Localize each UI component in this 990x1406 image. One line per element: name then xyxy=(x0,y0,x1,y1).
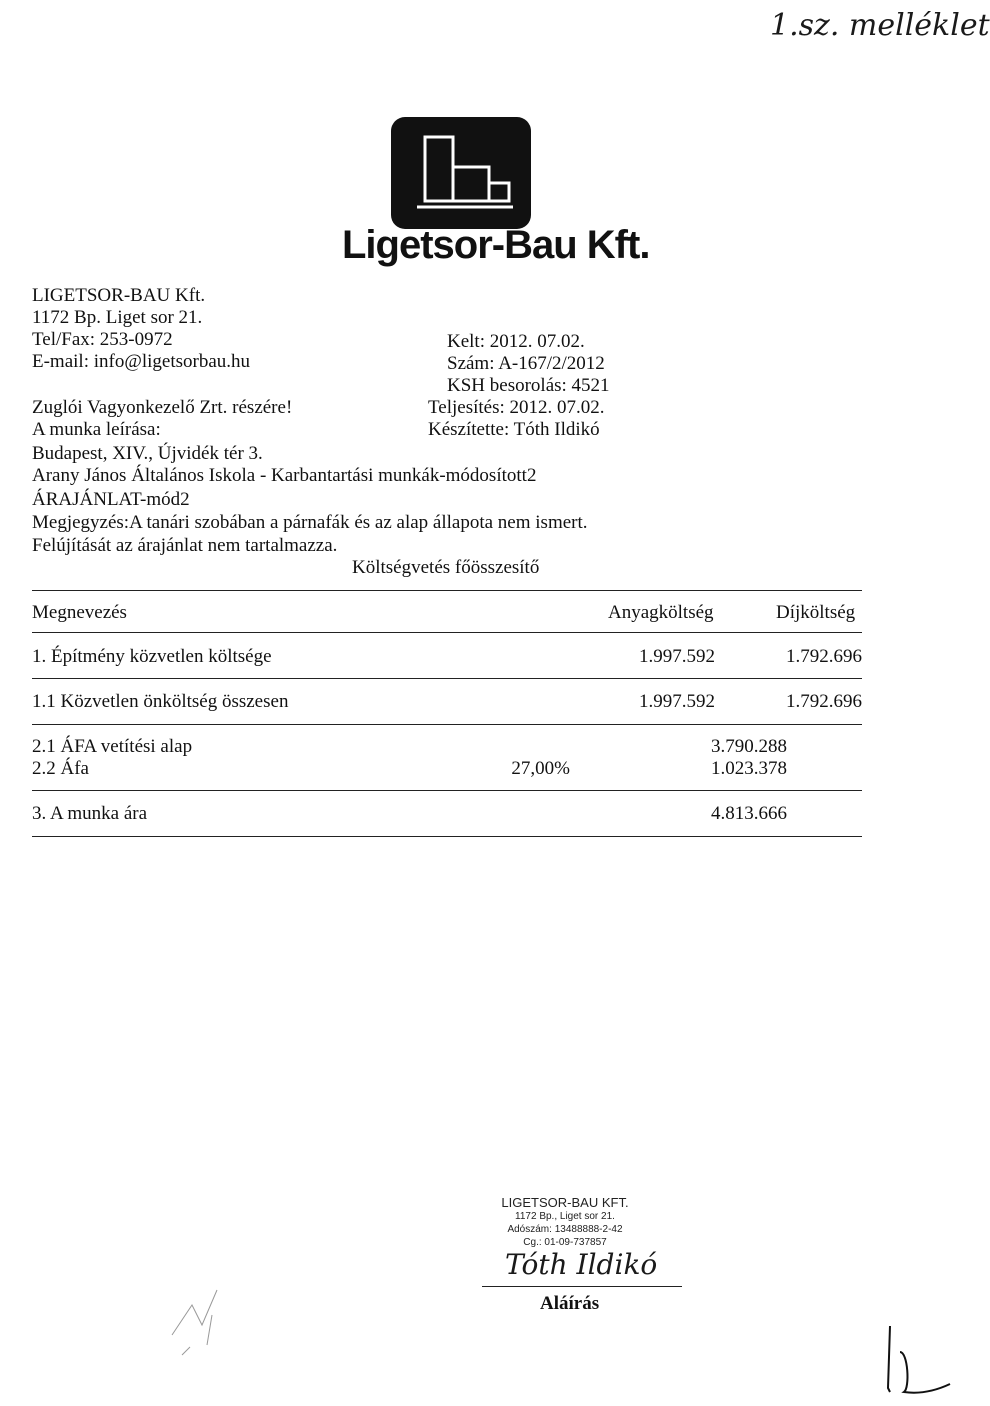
row-rule xyxy=(32,678,862,679)
company-email: E-mail: info@ligetsorbau.hu xyxy=(32,351,251,372)
total-value: 4.813.666 xyxy=(711,803,787,824)
faint-scribble-icon xyxy=(162,1275,252,1365)
vat-value: 1.023.378 xyxy=(711,758,787,779)
corner-annotation: 1.sz. melléklet xyxy=(770,8,990,43)
logo-blocks-icon xyxy=(391,117,531,229)
header-name: Megnevezés xyxy=(32,602,127,623)
signature-label: Aláírás xyxy=(540,1293,600,1314)
work-description-label: A munka leírása: xyxy=(32,419,161,440)
completion-date: Teljesítés: 2012. 07.02. xyxy=(428,397,605,418)
offer-title: ÁRAJÁNLAT-mód2 xyxy=(32,489,190,510)
logo-wordmark: Ligetsor-Bau Kft. xyxy=(342,223,650,267)
vat-rate: 27,00% xyxy=(511,758,570,779)
row-name: 1. Építmény közvetlen költsége xyxy=(32,646,272,667)
work-location: Budapest, XIV., Újvidék tér 3. xyxy=(32,443,263,464)
row-fee: 1.792.696 xyxy=(786,691,862,712)
ksh-classification: KSH besorolás: 4521 xyxy=(447,375,610,396)
stamp-line-4: Cg.: 01-09-737857 xyxy=(523,1237,607,1248)
project-title: Arany János Általános Iskola - Karbantartási munkák-módosított2 xyxy=(32,465,537,486)
row-material: 1.997.592 xyxy=(639,646,715,667)
company-stamp xyxy=(470,1195,660,1249)
header-rule xyxy=(32,632,862,633)
stamp-line-2: 1172 Bp., Liget sor 21. xyxy=(515,1211,615,1222)
vat-name: 2.2 Áfa xyxy=(32,758,89,779)
note-line-1: Megjegyzés:A tanári szobában a párnafák és az alap állapota nem ismert. xyxy=(32,512,588,533)
table-top-rule xyxy=(32,590,862,591)
client-name: Zuglói Vagyonkezelő Zrt. részére! xyxy=(32,397,293,418)
table-bottom-rule xyxy=(32,836,862,837)
initials-mark-icon xyxy=(878,1322,958,1402)
total-name: 3. A munka ára xyxy=(32,803,148,824)
row-name: 1.1 Közvetlen önköltség összesen xyxy=(32,691,289,712)
row-material: 1.997.592 xyxy=(639,691,715,712)
company-telfax: Tel/Fax: 253-0972 xyxy=(32,329,173,350)
issue-date: Kelt: 2012. 07.02. xyxy=(447,331,585,352)
vat-base-value: 3.790.288 xyxy=(711,736,787,757)
total-rule xyxy=(32,790,862,791)
company-name: LIGETSOR-BAU Kft. xyxy=(32,285,206,306)
handwritten-signature: Tóth Ildikó xyxy=(505,1248,658,1281)
company-address: 1172 Bp. Liget sor 21. xyxy=(32,307,203,328)
signature-line xyxy=(482,1286,682,1287)
note-line-2: Felújítását az árajánlat nem tartalmazza. xyxy=(32,535,338,556)
stamp-line-1: LIGETSOR-BAU KFT. xyxy=(501,1195,629,1210)
row-fee: 1.792.696 xyxy=(786,646,862,667)
vat-base-name: 2.1 ÁFA vetítési alap xyxy=(32,736,193,757)
stamp-line-3: Adószám: 13488888-2-42 xyxy=(507,1224,623,1235)
document-number: Szám: A-167/2/2012 xyxy=(447,353,605,374)
logo-mark xyxy=(391,117,531,229)
header-fee: Díjköltség xyxy=(776,602,856,623)
header-material: Anyagköltség xyxy=(608,602,714,623)
summary-title: Költségvetés főösszesítő xyxy=(352,557,540,578)
prepared-by: Készítette: Tóth Ildikó xyxy=(428,419,600,440)
row-rule xyxy=(32,724,862,725)
